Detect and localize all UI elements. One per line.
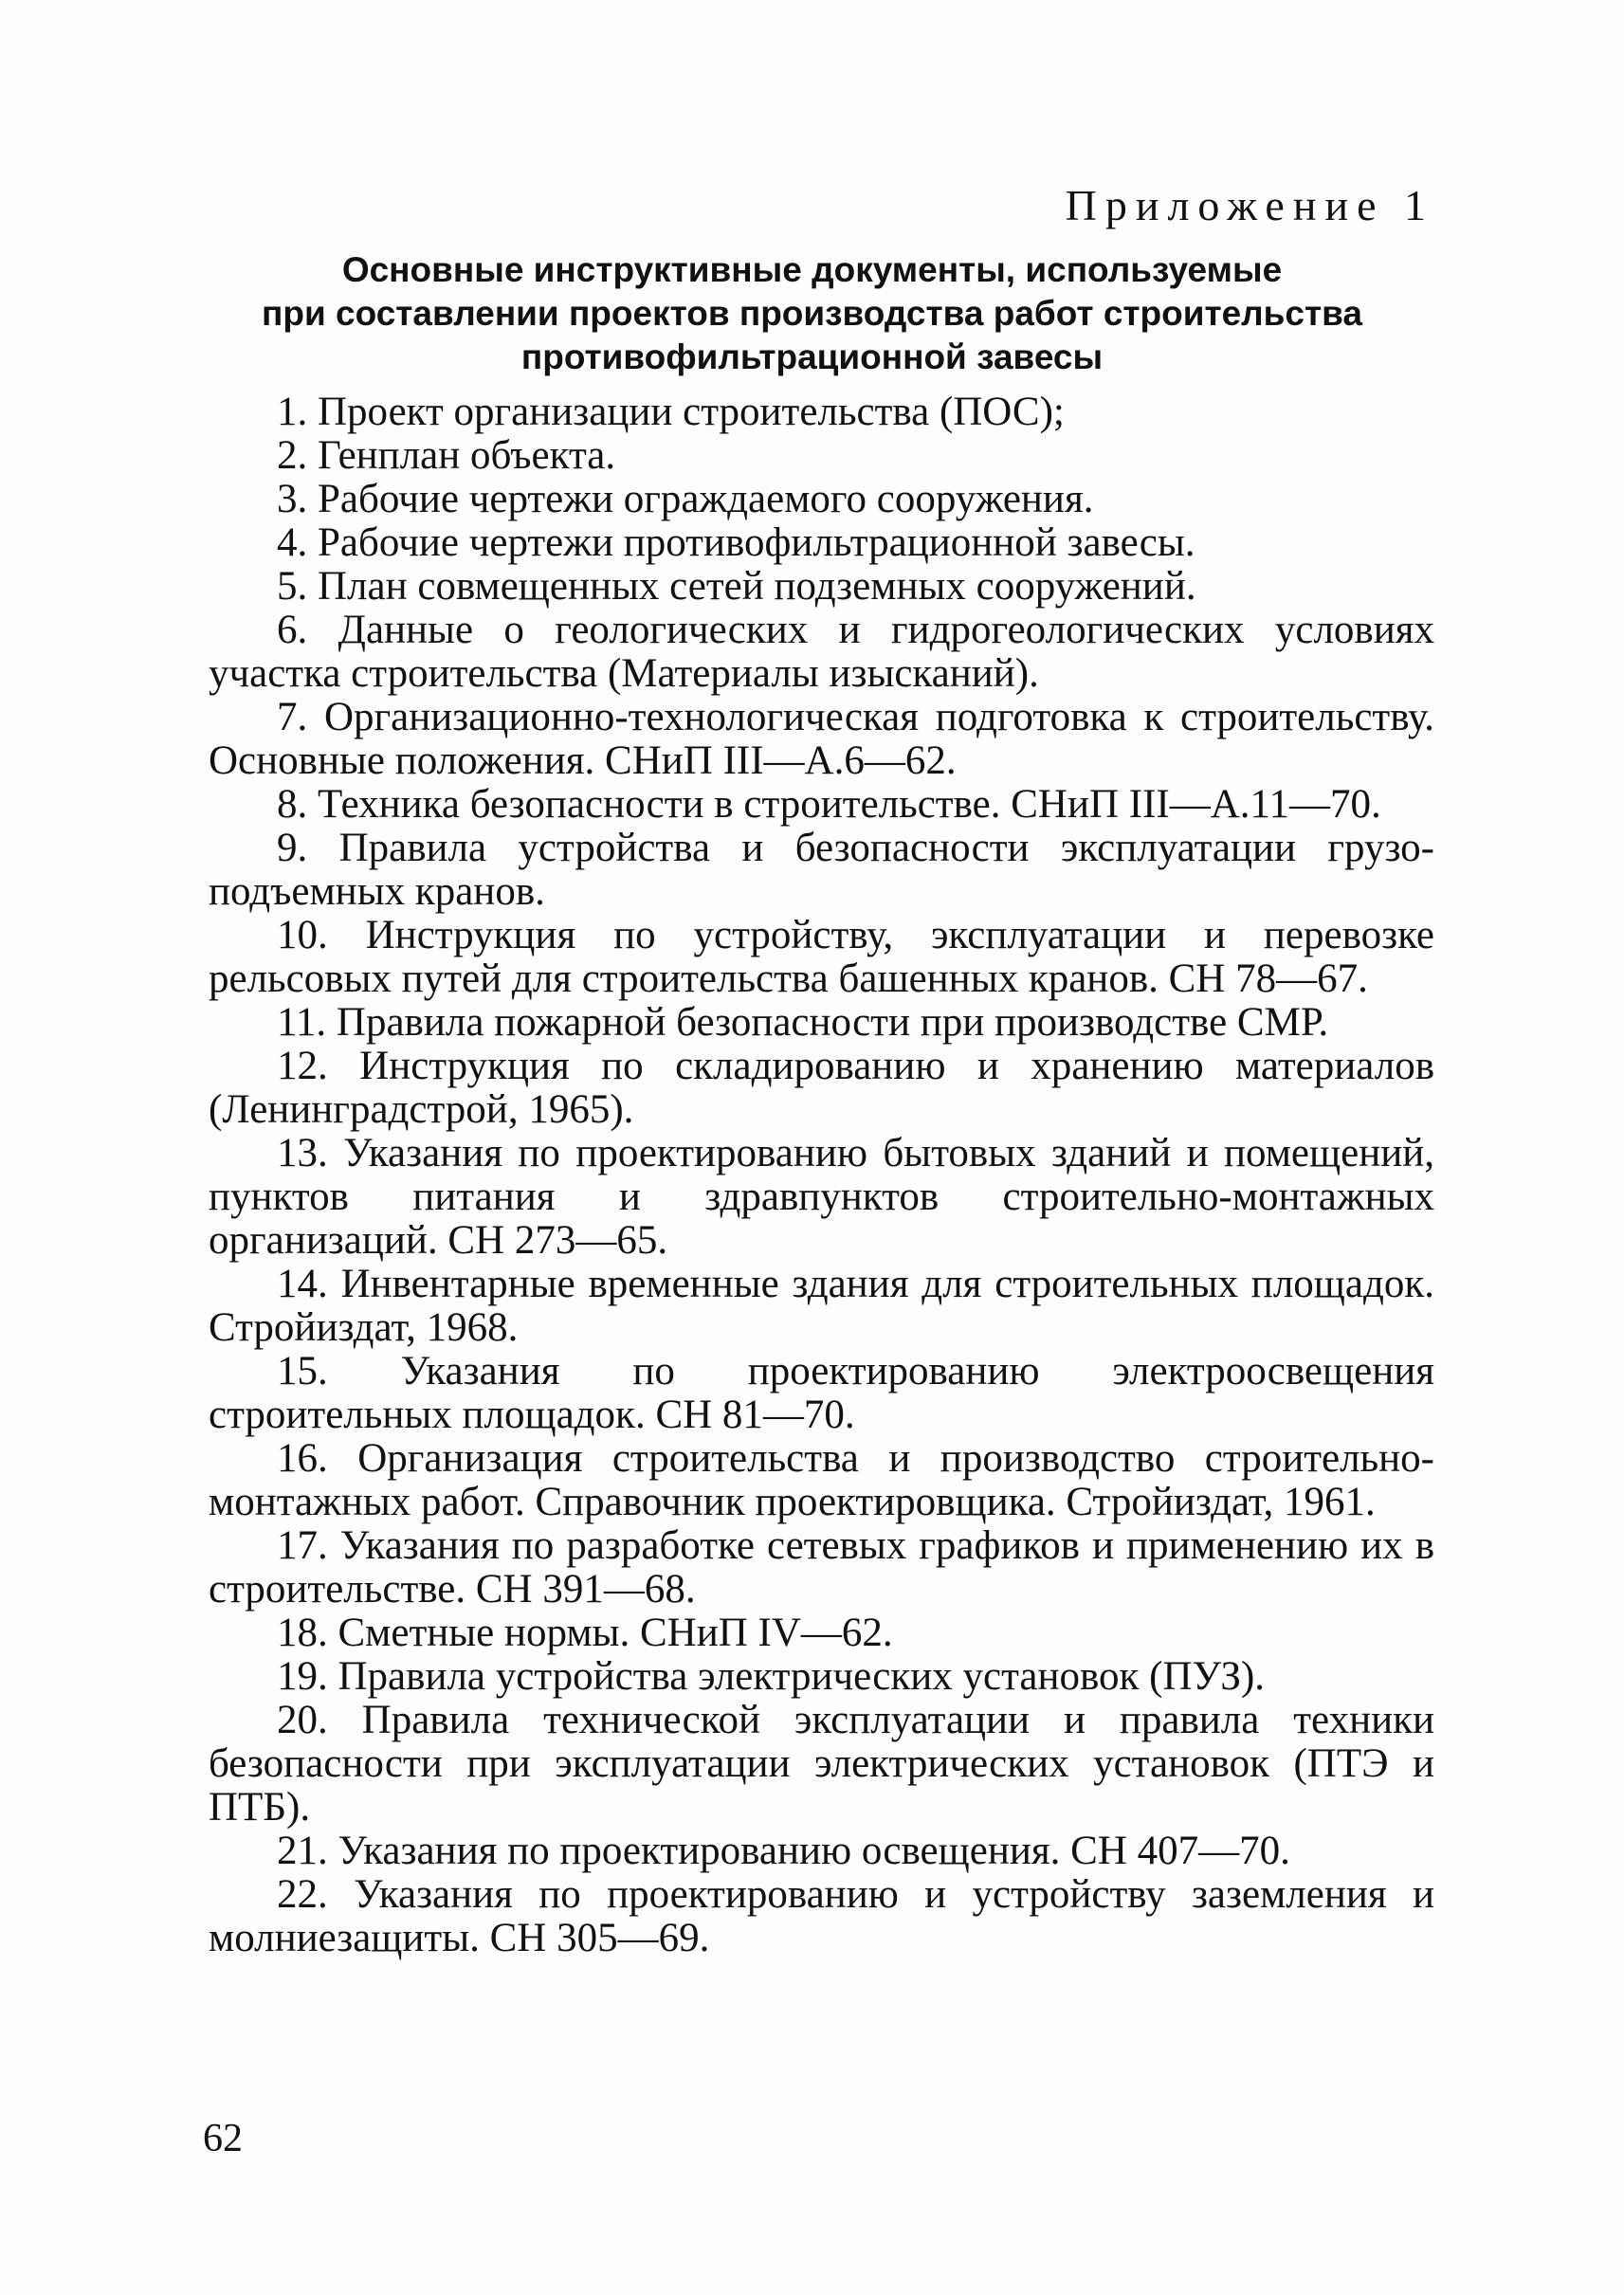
list-item: 12. Инструкция по складированию и хранению материалов (Ленинградстрой, 1965). [209, 1044, 1434, 1132]
list-item: 3. Рабочие чертежи ограждаемого сооружения. [277, 477, 1094, 521]
list-item: 15. Указания по проектированию электроосвещения строительных площадок. СН 81—70. [209, 1349, 1434, 1437]
document-title [190, 248, 1434, 379]
list-item: 22. Указания по проектированию и устройству заземления и молниезащиты. СН 305—69. [209, 1872, 1434, 1960]
title-line: Основные инструктивные документы, используемые [341, 250, 1283, 289]
title-line: противофильтрационной завесы [520, 337, 1104, 376]
list-item: 7. Организационно-технологическая подготовка к строительству. Основные положения. СНиП III—А.6—62. [209, 695, 1434, 783]
appendix-label: Приложение 1 [1065, 181, 1434, 229]
list-item: 8. Техника безопасности в строительстве. СНиП III—А.11—70. [277, 782, 1381, 827]
list-item: 11. Правила пожарной безопасности при производстве СМР. [277, 1000, 1329, 1045]
title-line: при составлении проектов производства работ строительства [262, 294, 1362, 333]
list-item: 5. План совмещенных сетей подземных сооружений. [277, 564, 1196, 609]
list-item: 2. Генплан объекта. [277, 433, 616, 478]
list-item: 6. Данные о геологических и гидрогеологических условиях участка строительства (Материалы изысканий). [209, 608, 1434, 696]
documents-list [209, 391, 1434, 1960]
list-item: 4. Рабочие чертежи противофильтрационной завесы. [277, 520, 1195, 565]
list-item: 21. Указания по проектированию освещения. СН 407—70. [277, 1829, 1290, 1873]
list-item: 20. Правила технической эксплуатации и правила техники безопасности при эксплуатации электрических установок (ПТЭ и ПТБ). [209, 1698, 1434, 1830]
list-item: 16. Организация строительства и производство строительно-монтажных работ. Справочник проектировщика. Стройиздат, 1961. [209, 1436, 1434, 1524]
list-item: 9. Правила устройства и безопасности эксплуатации грузо-подъемных кранов. [209, 826, 1434, 914]
list-item: 13. Указания по проектированию бытовых зданий и помещений, пунктов питания и здравпунктов строительно-монтажных организаций. СН 273—65. [209, 1131, 1434, 1263]
list-item: 18. Сметные нормы. СНиП IV—62. [277, 1611, 893, 1655]
page-number: 62 [203, 2117, 243, 2160]
list-item: 10. Инструкция по устройству, эксплуатации и перевозке рельсовых путей для строительства башенных кранов. СН 78—67. [209, 913, 1434, 1001]
list-item: 1. Проект организации строительства (ПОС); [277, 390, 1065, 434]
list-item: 14. Инвентарные временные здания для строительных площадок. Стройиздат, 1968. [209, 1262, 1434, 1350]
list-item: 19. Правила устройства электрических установок (ПУЗ). [277, 1654, 1266, 1699]
list-item: 17. Указания по разработке сетевых графиков и применению их в строительстве. СН 391—68. [209, 1523, 1434, 1612]
